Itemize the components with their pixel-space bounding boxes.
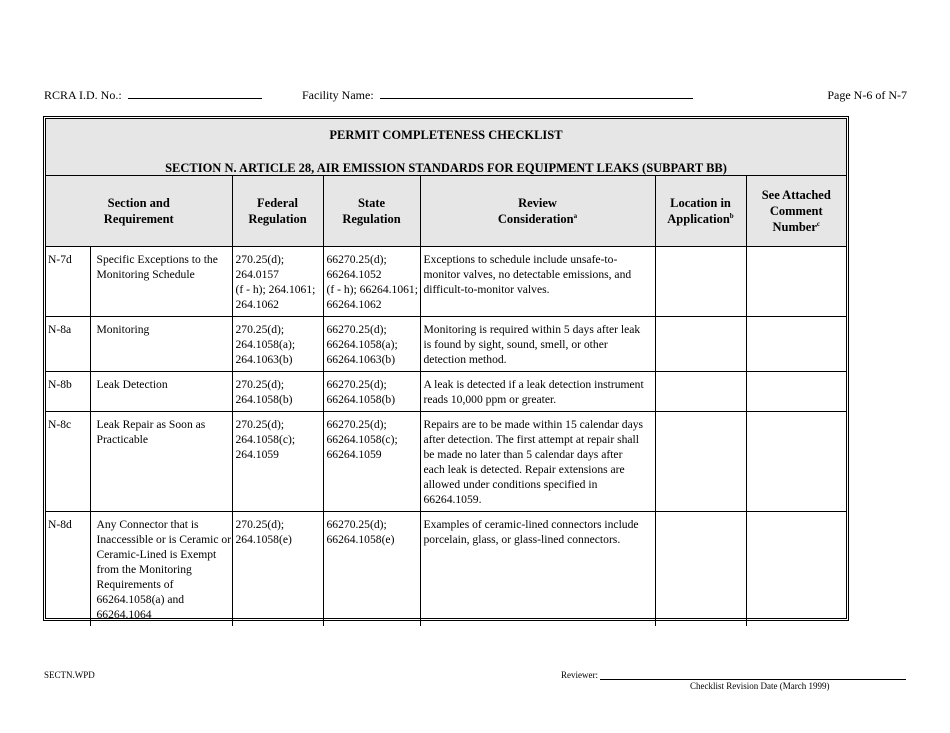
facility-name-label: Facility Name: xyxy=(302,88,374,102)
row-requirement: Leak Repair as Soon as Practicable xyxy=(90,412,232,512)
row-id: N-7d xyxy=(46,247,90,317)
footer-filename: SECTN.WPD xyxy=(44,670,95,680)
row-location-in-application[interactable] xyxy=(655,412,746,512)
col-header-federal: Federal Regulation xyxy=(232,176,323,247)
row-requirement: Leak Detection xyxy=(90,372,232,412)
page-number: Page N-6 of N-7 xyxy=(827,88,907,102)
table-row xyxy=(46,317,846,372)
row-review-consideration: Examples of ceramic-lined connectors include porcelain, glass, or glass-lined connectors. xyxy=(420,512,655,627)
row-id: N-8c xyxy=(46,412,90,512)
row-review-consideration: Exceptions to schedule include unsafe-to- monitor valves, no detectable emissions, and difficult-to-monitor valves. xyxy=(420,247,655,317)
checklist-table xyxy=(46,176,846,626)
row-state-regulation: 66270.25(d); 66264.1052 (f - h); 66264.1061; 66264.1062 xyxy=(323,247,420,317)
row-federal-regulation: 270.25(d); 264.1058(c); 264.1059 xyxy=(232,412,323,512)
reviewer-label: Reviewer: xyxy=(561,670,598,680)
table-row xyxy=(46,412,846,512)
table-row xyxy=(46,512,846,627)
checklist-frame xyxy=(43,116,849,621)
row-location-in-application[interactable] xyxy=(655,247,746,317)
revision-date: Checklist Revision Date (March 1999) xyxy=(690,681,830,691)
row-id: N-8d xyxy=(46,512,90,627)
rcra-id-field xyxy=(44,88,262,103)
checklist-title-bar xyxy=(46,119,846,176)
row-comment-number[interactable] xyxy=(746,412,846,512)
col-header-review: Review Consideration$^a$ xyxy=(420,176,655,247)
row-state-regulation: 66270.25(d); 66264.1058(b) xyxy=(323,372,420,412)
facility-name-blank xyxy=(380,88,693,99)
row-id: N-8a xyxy=(46,317,90,372)
section-title: SECTION N. ARTICLE 28, AIR EMISSION STANDARDS FOR EQUIPMENT LEAKS (SUBPART BB) xyxy=(165,161,727,175)
row-state-regulation: 66270.25(d); 66264.1058(e) xyxy=(323,512,420,627)
row-comment-number[interactable] xyxy=(746,512,846,627)
row-federal-regulation: 270.25(d); 264.0157 (f - h); 264.1061; 264.1062 xyxy=(232,247,323,317)
checklist-title: PERMIT COMPLETENESS CHECKLIST xyxy=(329,128,563,142)
row-review-consideration: A leak is detected if a leak detection instrument reads 10,000 ppm or greater. xyxy=(420,372,655,412)
col-header-location: Location in Application$^b$ xyxy=(655,176,746,247)
rcra-id-blank xyxy=(128,88,262,99)
rcra-id-label: RCRA I.D. No.: xyxy=(44,88,122,102)
table-row xyxy=(46,247,846,317)
reviewer-signature-line xyxy=(600,679,906,680)
col-header-comment: See Attached Comment Number$^c$ xyxy=(746,176,846,247)
table-header-row xyxy=(46,176,846,247)
row-requirement: Monitoring xyxy=(90,317,232,372)
row-review-consideration: Repairs are to be made within 15 calendar days after detection. The first attempt at repair shall be made no later than 5 calendar days after each leak is detected. Repair extensions are allowed under conditions specified in 66264.1059. xyxy=(420,412,655,512)
row-location-in-application[interactable] xyxy=(655,372,746,412)
table-row xyxy=(46,372,846,412)
row-review-consideration: Monitoring is required within 5 days after leak is found by sight, sound, smell, or other detection method. xyxy=(420,317,655,372)
row-id: N-8b xyxy=(46,372,90,412)
row-location-in-application[interactable] xyxy=(655,317,746,372)
facility-name-field xyxy=(302,88,693,103)
col-header-state: State Regulation xyxy=(323,176,420,247)
row-requirement: Specific Exceptions to the Monitoring Schedule xyxy=(90,247,232,317)
col-header-section: Section and Requirement xyxy=(46,176,232,247)
row-federal-regulation: 270.25(d); 264.1058(a); 264.1063(b) xyxy=(232,317,323,372)
row-comment-number[interactable] xyxy=(746,317,846,372)
row-location-in-application[interactable] xyxy=(655,512,746,627)
row-requirement: Any Connector that is Inaccessible or is Ceramic or Ceramic-Lined is Exempt from the Monitoring Requirements of 66264.1058(a) and 66264.1064 xyxy=(90,512,232,627)
row-state-regulation: 66270.25(d); 66264.1058(a); 66264.1063(b) xyxy=(323,317,420,372)
row-federal-regulation: 270.25(d); 264.1058(b) xyxy=(232,372,323,412)
row-comment-number[interactable] xyxy=(746,247,846,317)
row-federal-regulation: 270.25(d); 264.1058(e) xyxy=(232,512,323,627)
row-state-regulation: 66270.25(d); 66264.1058(c); 66264.1059 xyxy=(323,412,420,512)
row-comment-number[interactable] xyxy=(746,372,846,412)
